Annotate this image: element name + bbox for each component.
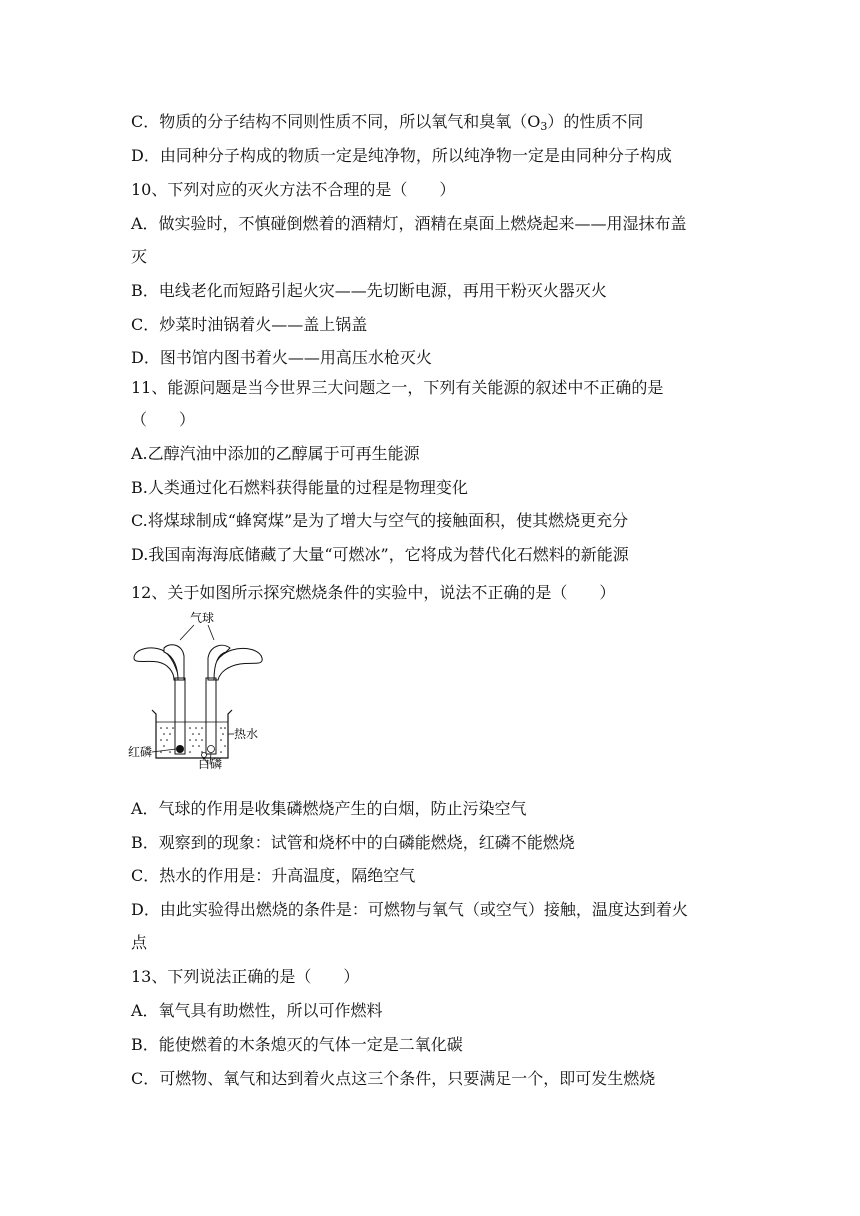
q12-option-c: C．热水的作用是：升高温度，隔绝空气 — [131, 866, 416, 885]
q13-option-c: C．可燃物、氧气和达到着火点这三个条件，只要满足一个，即可发生燃烧 — [131, 1069, 656, 1088]
q11-option-d: D.我国南海海底储藏了大量“可燃冰”，它将成为替代化石燃料的新能源 — [131, 545, 629, 564]
q11-option-a: A.乙醇汽油中添加的乙醇属于可再生能源 — [131, 444, 420, 463]
q11-option-b: B.人类通过化石燃料获得能量的过程是物理变化 — [131, 478, 468, 497]
red-phosphorus — [176, 745, 184, 753]
q11-stem: 11、能源问题是当今世界三大问题之一，下列有关能源的叙述中不正确的是 — [131, 378, 664, 397]
q12-option-b: B．观察到的现象：试管和烧杯中的白磷能燃烧，红磷不能燃烧 — [131, 833, 575, 852]
label-hot-water: 热水 — [234, 727, 259, 741]
q10-option-a-cont: 灭 — [131, 247, 148, 266]
q10-option-a: A．做实验时，不慎碰倒燃着的酒精灯，酒精在桌面上燃烧起来——用湿抹布盖 — [131, 214, 687, 233]
white-phosphorus-tube — [208, 746, 215, 753]
q10-option-c: C．炒菜时油锅着火——盖上锅盖 — [131, 315, 368, 334]
q13-stem: 13、下列说法正确的是（ ） — [131, 967, 360, 986]
balloon-pointer-left — [180, 625, 194, 640]
label-white-phosphorus: 白磷 — [198, 757, 223, 770]
balloon-pointer-right — [208, 625, 214, 640]
test-tube-right — [206, 678, 216, 754]
q10-option-b: B．电线老化而短路引起火灾——先切断电源，再用干粉灭火器灭火 — [131, 281, 607, 300]
q9-option-d: D．由同种分子构成的物质一定是纯净物，所以纯净物一定是由同种分子构成 — [131, 146, 672, 165]
test-tube-left — [175, 678, 185, 754]
q13-option-a: A．氧气具有助燃性，所以可作燃料 — [131, 1001, 383, 1020]
q9-option-c: C．物质的分子结构不同则性质不同，所以氧气和臭氧$(O_3)$的性质不同 — [131, 112, 644, 133]
q12-option-d-cont: 点 — [131, 933, 148, 952]
q12-option-a: A．气球的作用是收集磷燃烧产生的白烟，防止污染空气 — [131, 799, 527, 818]
q12-option-d: D．由此实验得出燃烧的条件是：可燃物与氧气（或空气）接触，温度达到着火 — [131, 900, 688, 919]
q10-option-d: D．图书馆内图书着火——用高压水枪灭火 — [131, 348, 432, 367]
q12-stem: 12、关于如图所示探究燃烧条件的实验中，说法不正确的是（ ） — [131, 583, 616, 602]
q11-stem-cont: （ ） — [131, 410, 196, 429]
label-red-phosphorus: 红磷 — [128, 745, 153, 759]
combustion-experiment-figure — [128, 610, 278, 770]
q10-stem: 10、下列对应的灭火方法不合理的是（ ） — [131, 180, 456, 199]
q11-option-c: C.将煤球制成“蜂窝煤”是为了增大与空气的接触面积，使其燃烧更充分 — [131, 511, 629, 530]
q13-option-b: B．能使燃着的木条熄灭的气体一定是二氧化碳 — [131, 1035, 463, 1054]
label-balloon: 气球 — [190, 611, 215, 625]
